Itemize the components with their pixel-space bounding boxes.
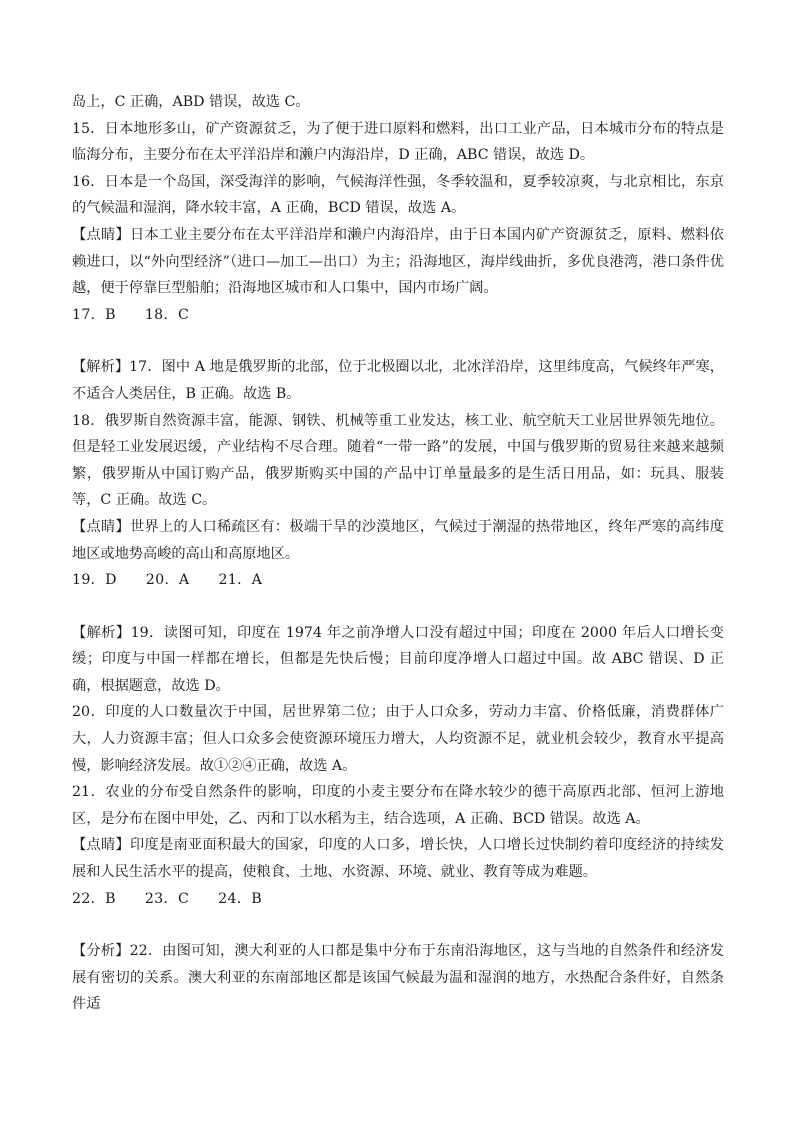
- paragraph-q19: 【解析】19．读图可知，印度在 1974 年之前净增人口没有超过中国；印度在 2000 年后人口增长变缓；印度与中国一样都在增长，但都是先快后慢；目前印度净增人口超过中国。故 ABC 错误、D 正确，根据题意，故选 D。: [72, 624, 724, 694]
- answers-19-21: 19．D 20．A 21．A: [72, 572, 263, 589]
- answers-17-18: 17．B 18．C: [72, 306, 190, 323]
- paragraph-q22: 【分析】22．由图可知，澳大利亚的人口都是集中分布于东南沿海地区，这与当地的自然条件和经济发展有密切的关系。澳大利亚的东南部地区都是该国气候最为温和湿润的地方，水热配合条件好，自然条件适: [72, 943, 724, 1013]
- paragraph-tip-population: 【点睛】世界上的人口稀疏区有：极端干旱的沙漠地区，气候过于潮湿的热带地区，终年严寒的高纬度地区或地势高峻的高山和高原地区。: [72, 518, 724, 562]
- spacer: [72, 594, 724, 620]
- spacer: [72, 328, 724, 354]
- paragraph-q16: 16．日本是一个岛国，深受海洋的影响，气候海洋性强，冬季较温和，夏季较凉爽，与北京相比，东京的气候温和湿润，降水较丰富，A 正确，BCD 错误，故选 A。: [72, 173, 724, 217]
- paragraph-q18: 18．俄罗斯自然资源丰富，能源、钢铁、机械等重工业发达，核工业、航空航天工业居世界领先地位。但是轻工业发展迟缓，产业结构不尽合理。随着“一带一路”的发展，中国与俄罗斯的贸易往来越来越频繁，俄罗斯从中国订购产品，俄罗斯购买中国的产品中订单量最多的是生活日用品，如：玩具、服装等，C 正确。故选 C。: [72, 412, 724, 509]
- spacer: [72, 912, 724, 938]
- paragraph-q15: 15．日本地形多山，矿产资源贫乏，为了便于进口原料和燃料，出口工业产品，日本城市分布的特点是临海分布，主要分布在太平洋沿岸和濑户内海沿岸，D 正确，ABC 错误，故选 D。: [72, 120, 724, 164]
- paragraph-q21: 21．农业的分布受自然条件的影响，印度的小麦主要分布在降水较少的德干高原西北部、恒河上游地区，是分布在图中甲处，乙、丙和丁以水稻为主，结合选项，A 正确、BCD 错误。故选 A。: [72, 784, 724, 827]
- paragraph-q20: 20．印度的人口数量次于中国，居世界第二位；由于人口众多，劳动力丰富、价格低廉，消费群体广大，人力资源丰富；但人口众多会使资源环境压力增大，人均资源不足，就业机会较少，教育水平提高慢，影响经济发展。故①②④正确，故选 A。: [72, 704, 724, 774]
- answers-22-24: 22．B 23．C 24．B: [72, 890, 262, 907]
- document-body: [72, 89, 724, 1018]
- paragraph-tip-india: 【点睛】印度是南亚面积最大的国家，印度的人口多，增长快，人口增长过快制约着印度经济的持续发展和人民生活水平的提高，使粮食、土地、水资源、环境、就业、教育等成为难题。: [72, 837, 724, 881]
- paragraph-q17: 【解析】17．图中 A 地是俄罗斯的北部，位于北极圈以北，北冰洋沿岸，这里纬度高，气候终年严寒，不适合人类居住，B 正确。故选 B。: [72, 359, 724, 402]
- paragraph-q14-end: 岛上，C 正确，ABD 错误，故选 C。: [72, 94, 310, 110]
- paragraph-tip-japan: 【点睛】日本工业主要分布在太平洋沿岸和濑户内海沿岸，由于日本国内矿产资源贫乏，原料、燃料依赖进口，以“外向型经济”（进口—加工—出口）为主；沿海地区，海岸线曲折，多优良港湾，港口条件优越，便于停靠巨型船舶；沿海地区城市和人口集中，国内市场广阔。: [72, 226, 724, 297]
